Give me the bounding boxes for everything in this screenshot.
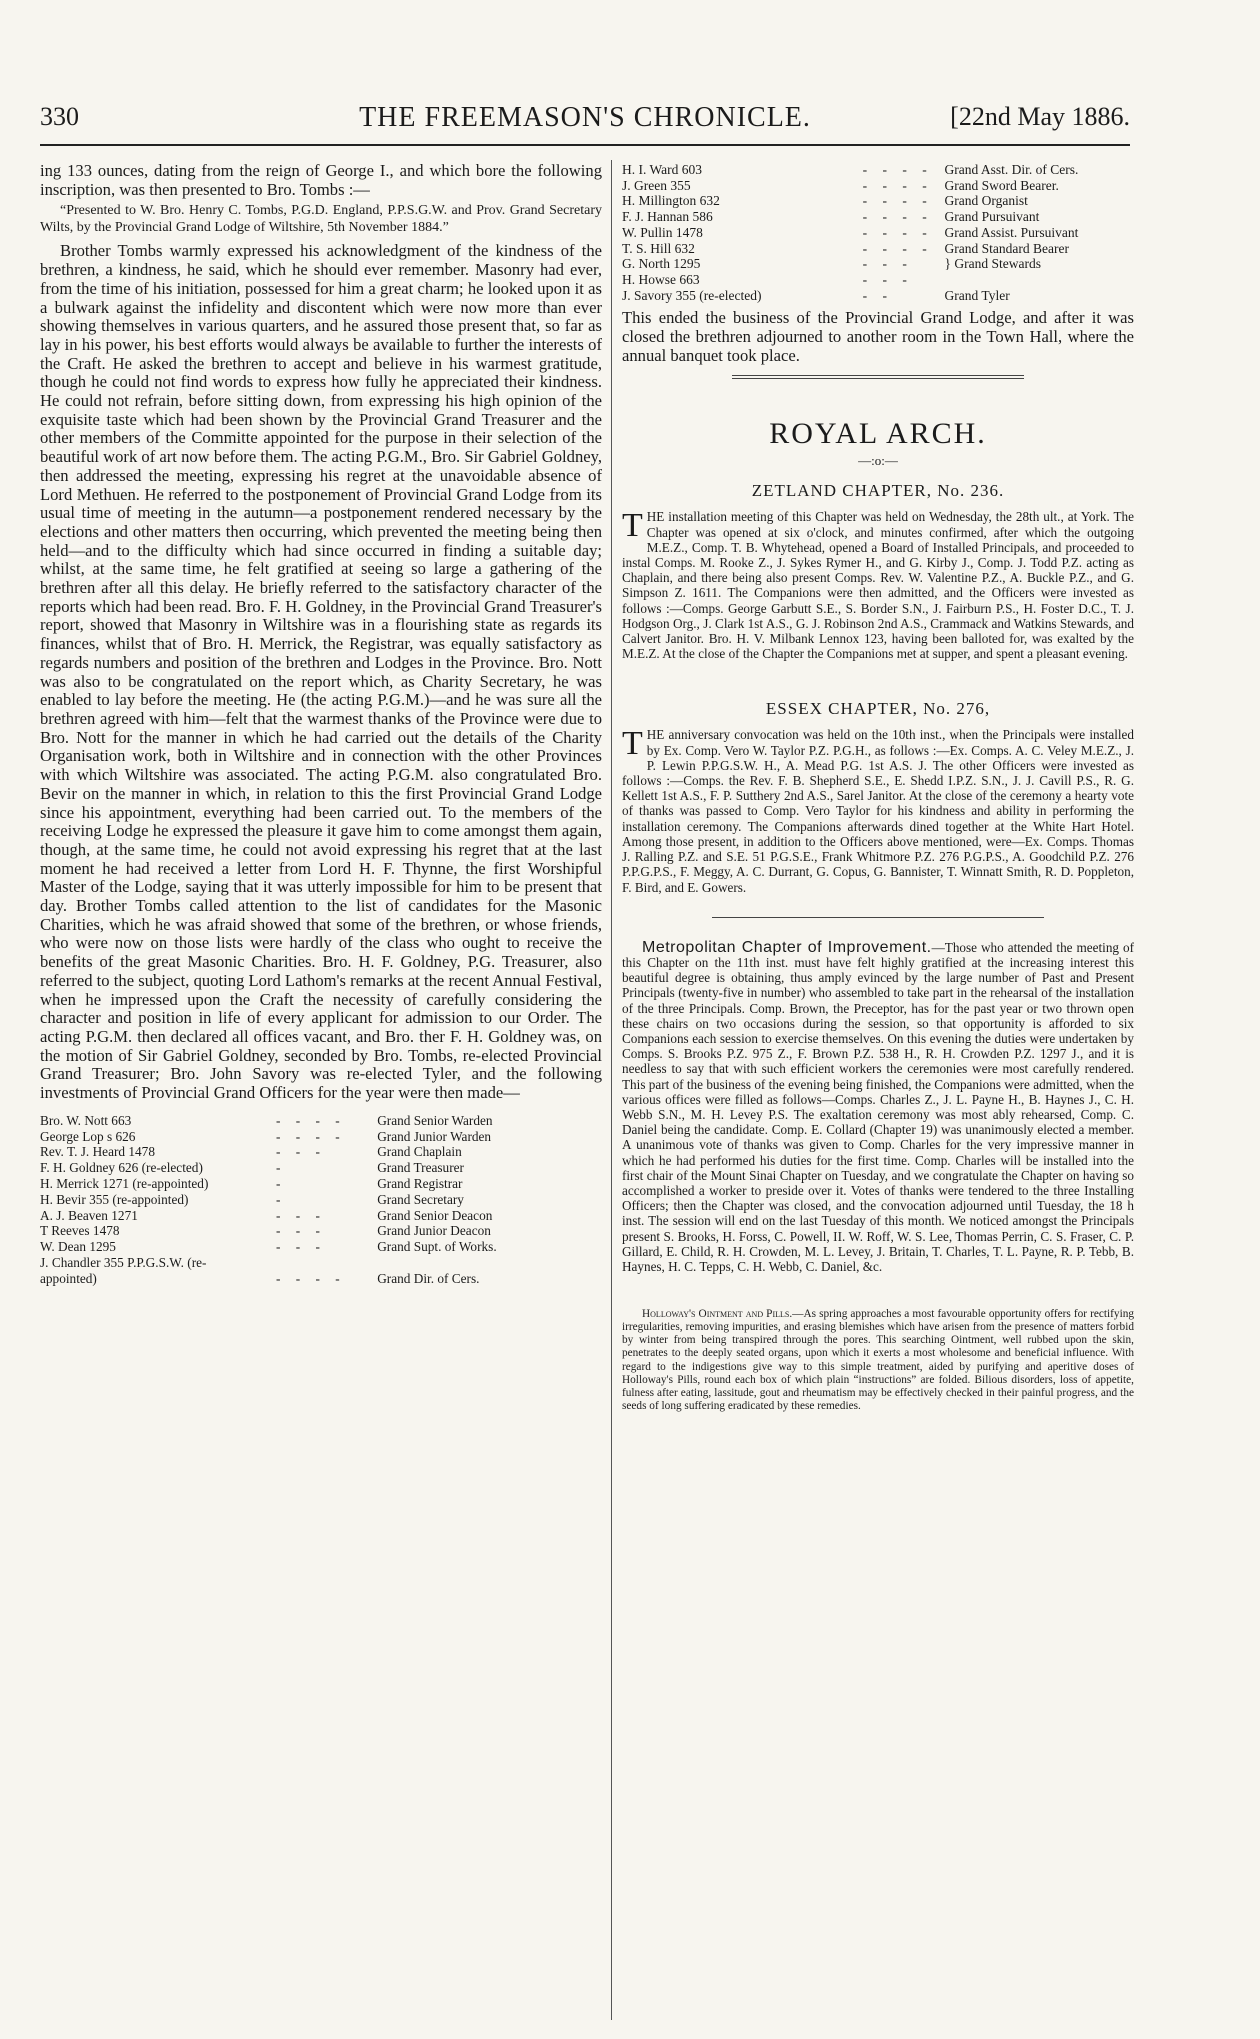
right-column [622,162,1134,2022]
leader-dots: - - - - [862,224,933,240]
officer-name: T. S. Hill 632 [622,240,695,256]
left-column [40,162,602,2022]
officer-name: J. Chandler 355 P.P.G.S.W. (re- [40,1254,207,1270]
metropolitan-text: —Those who attended the meeting of this Chapter on the 11th inst. must have felt highly gratified at the increasing interest this beautiful degree is obtaining, thus amply evinced by the large number of Past and Present Principals (twenty-five in number) who assembled to take part in the rehearsal of the installation of the three Principals. Comp. Brown, the Preceptor, has for the past year or two thrown open these chairs on two occasions during the session, so that opportunity is afforded to six Companions each session to exercise themselves. On this evening the duties were undertaken by Comps. S. Brooks P.Z. 975 Z., F. Brown P.Z. 538 H., R. H. Crowden P.Z. 1297 J., and it is needless to say that with such efficient workers the ceremonies were most carefully rendered. This part of the business of the evening being finished, the Companions were admitted, when the various offices were filled as follows—Comps. Charles Z., J. L. Payne H., B. Haynes J., C. H. Webb S.N., M. H. Levey P.S. The exaltation ceremony was most ably rehearsed, Comp. C. Daniel being the candidate. Comp. E. Collard (Chapter 19) was unanimously elected a member. A unanimous vote of thanks was given to Comp. Charles for the very impressive manner in which he had performed his duties for the first time. Comp. Charles will be installed into the first chair of the Mount Sinai Chapter on Tuesday, and we congratulate the Chapter on having so accomplished a worker to preside over it. Votes of thanks were tendered to the three Installing Officers; then the Chapter was closed, and the convocation adjourned until Tuesday, the 18 h inst. The session will end on the last Tuesday of this month. We noticed amongst the Principals present S. Brooks, H. Forss, C. Powell, II. W. Roff, W. S. Lee, Thomas Perrin, C. S. Fraser, C. P. Gillard, E. Child, R. H. Crowden, M. L. Levey, J. Britain, T. Charles, T. L. Payne, R. P. Tebb, B. Haynes, H. C. Tepps, C. H. Webb, C. Daniel, &c. [622,939,1134,1274]
ad-lead: Holloway's Ointment and Pills. [642,1308,793,1321]
officer-row [40,1160,602,1176]
leader-dots: - - - [276,1144,326,1160]
issue-date: [22nd May 1886. [950,102,1130,131]
inscription-quote: “Presented to W. Bro. Henry C. Tombs, P.G.D. England, P.P.S.G.W. and Prov. Grand Secretary Wilts, by the Provincial Grand Lodge of Wiltshire, 5th November 1884.” [40,203,602,235]
officer-name: H. Bevir 355 (re-appointed) [40,1191,189,1207]
officer-name: Bro. W. Nott 663 [40,1112,132,1128]
officer-title [945,272,1134,288]
advertisement [622,1308,1134,1413]
officer-title: Grand Senior Deacon [377,1207,493,1223]
officer-row [40,1255,602,1271]
publication-title: THE FREEMASON'S CHRONICLE. [359,102,811,133]
officer-title: Grand Asst. Dir. of Cers. [944,162,1079,177]
column-divider [611,160,612,2020]
officer-title: Grand Assist. Pursuivant [944,224,1079,240]
officer-name: H. Millington 632 [622,193,720,209]
article-closing: This ended the business of the Provincial Grand Lodge, and after it was closed the brethren adjourned to another room in the Town Hall, where the annual banquet took place. [622,308,1134,365]
leader-dots: - - - - [862,162,933,177]
zetland-heading: ZETLAND CHAPTER, No. 236. [751,481,1005,501]
essex-heading: ESSEX CHAPTER, No. 276, [765,699,991,719]
officer-row [622,209,1134,225]
officer-row [40,1223,602,1239]
leader-dots: - - - - [862,193,933,209]
officer-row [622,178,1134,194]
officer-name: J. Savory 355 (re-elected) [622,287,762,303]
officer-title: Grand Senior Warden [377,1112,493,1128]
zetland-text: HE installation meeting of this Chapter was held on Wednesday, the 28th ult., at York. The Chapter was opened at six o'clock, and minutes confirmed, after which the outgoing M.E.Z., Comp. T. B. Whytehead, opened a Board of Installed Principals, and proceeded to instal Comps. M. Rooke Z., J. Sykes Rymer H., and G. Kirby J., Comp. J. Todd P.Z. acting as Chaplain, and there being also present Comps. Rev. W. Valentine P.Z., A. Buckle P.Z., and G. Simpson Z. 1611. The Companions were then admitted, and the Officers were invested as follows :—Comps. George Garbutt S.E., S. Border S.N., J. Fairburn P.S., H. Foster D.C., T. J. Hodgson Org., J. Clark 1st A.S., G. J. Robinson 2nd A.S., Crammack and Watkins Stewards, and Calvert Janitor. Bro. H. V. Milbank Lennox 123, having been balloted for, was exalted by the M.E.Z. At the close of the Chapter the Companions met at supper, and spent a pleasant evening. [622,509,1134,662]
article-continuation: ing 133 ounces, dating from the reign of George I., and which bore the following inscription, was then presented to Bro. Tombs :— [40,162,602,199]
leader-dots: - - - - [862,240,933,256]
essex-report [622,727,1134,894]
officer-name: Rev. T. J. Heard 1478 [40,1144,155,1160]
officer-name: appointed) [40,1270,97,1286]
officer-name: George Lop s 626 [40,1128,136,1144]
officer-name: F. J. Hannan 586 [622,209,713,225]
officers-list [40,1113,602,1287]
officer-title: Grand Dir. of Cers. [377,1270,480,1286]
officer-row [40,1129,602,1145]
officer-row [622,241,1134,257]
officer-row [40,1144,602,1160]
officer-row [622,162,1134,178]
leader-dots: - [276,1191,287,1207]
leader-dots: - - - [862,271,913,287]
officer-name: H. Howse 663 [622,271,700,287]
officer-name: J. Green 355 [622,177,691,193]
leader-dots: - - - - [862,209,933,225]
leader-dots: - [276,1160,287,1176]
officer-row [40,1208,602,1224]
drop-cap: T [622,507,643,545]
officer-title: Grand Supt. of Works. [377,1239,497,1255]
leader-dots: - [276,1175,287,1191]
officer-title: Grand Sword Bearer. [944,177,1059,193]
leader-dots: - - [862,287,893,303]
officer-name: G. North 1295 [622,256,701,272]
officer-title: Grand Junior Warden [377,1128,492,1144]
officer-row [622,288,1134,304]
officer-title: Grand Chaplain [377,1144,462,1160]
officer-name: W. Dean 1295 [40,1239,116,1255]
officer-row [40,1113,602,1129]
officer-name: A. J. Beaven 1271 [40,1207,138,1223]
leader-dots: - - - - [276,1112,346,1128]
section-rule [732,378,1024,379]
section-rule [712,917,1044,918]
officer-title: Grand Pursuivant [944,209,1040,225]
officer-title: Grand Treasurer [377,1160,464,1176]
section-ornament: —:o:— [858,453,898,469]
ad-text: —As spring approaches a most favourable opportunity offers for rectifying irregularities, removing impurities, and erasing blemishes which have arisen from the presence of matters forbid by winter from being transpired through the pores. This searching Ointment, well rubbed upon the skin, penetrates to the deeply seated organs, upon which it exerts a most wholesome and beneficial influence. With regard to the indigestions give way to this simple treatment, aided by purifying and aperitive doses of Holloway's Pills, round each box of which plain “instructions” are folded. Bilious disorders, loss of appetite, fulness after eating, lassitude, gout and rheumatism may be effectively checked in their painful progress, and the seeds of long suffering eradicated by these remedies. [622,1308,1134,1412]
officer-row [40,1239,602,1255]
officer-title: Grand Junior Deacon [377,1223,491,1239]
officer-name: T Reeves 1478 [40,1223,120,1239]
zetland-report [622,509,1134,661]
article-body: Brother Tombs warmly expressed his acknowledgment of the kindness of the brethren, a kindness, he said, which he should ever remember. Masonry had ever, from the time of his initiation, possessed for him a great charm; he looked upon it as a bulwark against the infidelity and discontent which were now more than ever showing themselves in various quarters, and he assured those present that, so far as lay in his power, his best efforts would always be available to further the interests of the Craft. He asked the brethren to accept and believe in his warmest gratitude, though he could not find words to express how fully he appreciated their kindness. He could not refrain, before sitting down, from expressing his high opinion of the exquisite taste which had been shown by the Provincial Grand Treasurer and the other members of the Committe appointed for the purpose in their selection of the beautiful work of art now before them. The acting P.G.M., Bro. Sir Gabriel Goldney, then addressed the meeting, expressing his regret at the unavoidable absence of Lord Methuen. He referred to the postponement of Provincial Grand Lodge from its usual time of meeting in the autumn—a postponement rendered necessary by the elections and other matters then occurring, which prevented the meeting being then held—and to the difficulty which had since occurred in finding a suitable day; whilst, at the same time, he felt gratified at seeing so large a gathering of the brethren after all this delay. He briefly referred to the satisfactory character of the reports which had been read. Bro. F. H. Goldney, in the Provincial Grand Treasurer's report, showed that Masonry in Wiltshire was in a flourishing state as regards its finances, whilst that of Bro. H. Merrick, the Registrar, was equally satisfactory as regards numbers and position of the brethren and Lodges in the Province. Bro. Nott was also to be congratulated on the report which, as Charity Secretary, he was enabled to lay before the meeting. He (the acting P.G.M.)—and he was sure all the brethren agreed with him—felt that the warmest thanks of the Province were due to Bro. Nott for the manner in which he had carried out the details of the Charity Organisation work, both in Wiltshire and in connection with the other Provinces with which Wiltshire was associated. The acting P.G.M. also congratulated Bro. Bevir on the manner in which, in relation to this the first Provincial Grand Lodge since his appointment, everything had been carried out. To the members of the receiving Lodge he expressed the pleasure it gave him to come amongst them again, though, at the same time, he could not avoid expressing his regret that at the last moment he had received a letter from Lord H. F. Thynne, the first Worshipful Master of the Lodge, saying that it was utterly impossible for him to be present that day. Brother Tombs called attention to the list of candidates for the Masonic Charities, which he was afraid showed that some of the brethren, or whose friends, who were now on those lists were hardly of the class who ought to receive the benefits of the great Masonic Charities. Bro. H. F. Goldney, P.G. Treasurer, also referred to the subject, quoting Lord Lathom's remarks at the recent Annual Festival, when he impressed upon the Craft the necessity of carefully considering the character and position in life of every applicant for admission to our Order. The acting P.G.M. then declared all offices vacant, and Bro. ther F. H. Goldney was, on the motion of Sir Gabriel Goldney, seconded by Bro. Tombs, re-elected Provincial Grand Treasurer; Bro. John Savory was re-elected Tyler, and the following investments of Provincial Grand Officers for the year were then made— [40,241,602,1103]
drop-cap: T [622,725,643,763]
officer-name: H. I. Ward 603 [622,162,703,177]
section-rule [732,375,1024,376]
leader-dots: - - - [276,1223,326,1239]
metropolitan-heading: Metropolitan Chapter of Improvement. [642,938,932,956]
officer-row [622,225,1134,241]
leader-dots: - - - [276,1207,326,1223]
officer-row [40,1271,602,1287]
officer-row [622,256,1134,272]
officer-row [622,272,1134,288]
metropolitan-report [622,940,1134,1274]
leader-dots [276,1255,377,1271]
leader-dots: - - - [276,1239,326,1255]
officer-name: W. Pullin 1478 [622,224,703,240]
officer-title [377,1255,602,1271]
officer-title: Grand Tyler [944,287,1010,303]
essex-text: HE anniversary convocation was held on the 10th inst., when the Principals were installed by Ex. Comp. Vero W. Taylor P.Z. P.G.H., as follows :—Ex. Comps. A. C. Veley M.E.Z., J. P. Lewin P.P.G.S.W. H., A. Mead P.G. 1st A.S. J. The other Officers were invested as follows :—Comps. the Rev. F. B. Shepherd S.E., E. Shedd I.P.Z. S.N., J. J. Cavill P.S., R. G. Kellett 1st A.S., F. P. Sutthery 2nd A.S., Sarel Janitor. At the close of the ceremony a hearty vote of thanks was passed to Comp. Vero Taylor for his kindness and ability in performing the installation ceremony. The Companions afterwards dined together at the White Hart Hotel. Among those present, in addition to the Officers above mentioned, were—Ex. Comps. Thomas J. Ralling P.Z. and S.E. 51 P.G.S.E., Frank Whitmore P.Z. 276 P.G.P.S., A. Goodchild P.Z. 276 P.P.G.P.S., F. Meggy, A. C. Durrant, G. Copus, G. Bannister, T. Winnatt Smith, R. D. Poppleton, F. Bird, and E. Gowers. [622,727,1134,895]
officer-title: Grand Registrar [377,1175,463,1191]
officer-name: F. H. Goldney 626 (re-elected) [40,1160,203,1176]
page-number: 330 [40,102,79,131]
officers-list-continued [622,162,1134,303]
section-title: ROYAL ARCH. [769,417,987,451]
leader-dots: - - - - [276,1128,346,1144]
officer-title: Grand Organist [944,193,1028,209]
leader-dots: - - - - [862,177,933,193]
leader-dots: - - - - [276,1270,346,1286]
officer-name: H. Merrick 1271 (re-appointed) [40,1175,209,1191]
officer-row [40,1192,602,1208]
officer-title: Grand Secretary [377,1191,464,1207]
officer-title: } Grand Stewards [944,256,1041,272]
officer-row [40,1176,602,1192]
officer-row [622,193,1134,209]
officer-title: Grand Standard Bearer [944,240,1069,256]
leader-dots: - - - [862,256,913,272]
masthead [40,100,1130,146]
